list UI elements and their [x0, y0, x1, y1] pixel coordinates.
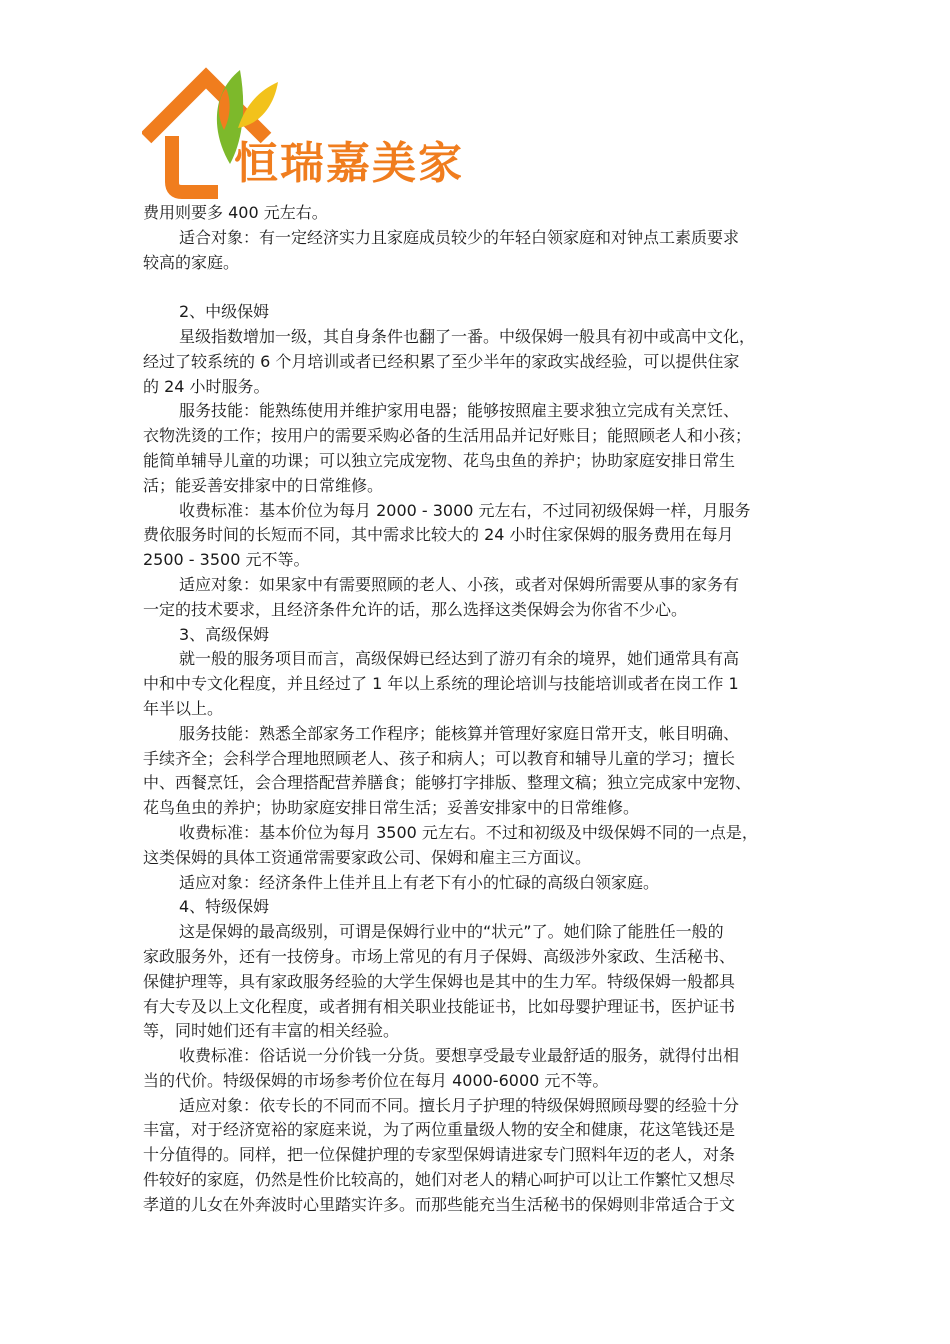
text-line: 服务技能：熟悉全部家务工作程序；能核算并管理好家庭日常开支，帐目明确、: [179, 723, 740, 743]
text-line: 丰富，对于经济宽裕的家庭来说，为了两位重量级人物的安全和健康，花这笔钱还是: [143, 1120, 736, 1140]
text-line: 十分值得的。同样，把一位保健护理的专家型保姆请进家专门照料年迈的老人，对条: [143, 1145, 736, 1165]
text-line: 能简单辅导儿童的功课；可以独立完成宠物、花鸟虫鱼的养护；协助家庭安排日常生: [143, 450, 736, 470]
text-line: 较高的家庭。: [143, 252, 240, 272]
text-line: 活；能妥善安排家中的日常维修。: [143, 475, 384, 495]
text-line: 3、高级保姆: [179, 624, 270, 644]
text-line: 这是保姆的最高级别，可谓是保姆行业中的“状元”了。她们除了能胜任一般的: [179, 922, 724, 942]
text-line: 等，同时她们还有丰富的相关经验。: [143, 1021, 400, 1041]
text-line: 当的代价。特级保姆的市场参考价位在每月 4000-6000 元不等。: [143, 1070, 609, 1090]
text-line: 2、中级保姆: [179, 302, 270, 322]
text-line: 收费标准：基本价位为每月 3500 元左右。不过和初级及中级保姆不同的一点是，: [179, 822, 758, 842]
text-line: 经过了较系统的 6 个月培训或者已经积累了至少半年的家政实战经验，可以提供住家: [143, 351, 740, 371]
text-line: 的 24 小时服务。: [143, 376, 270, 396]
text-line: 年半以上。: [143, 698, 224, 718]
text-line: 保健护理等，具有家政服务经验的大学生保姆也是其中的生力军。特级保姆一般都具: [143, 971, 736, 991]
text-line: 4、特级保姆: [179, 897, 270, 917]
text-line: 有大专及以上文化程度，或者拥有相关职业技能证书，比如母婴护理证书，医护证书: [143, 996, 736, 1016]
text-line: 收费标准：基本价位为每月 2000 - 3000 元左右，不过同初级保姆一样，月服务: [179, 500, 751, 520]
text-line: 适应对象：依专长的不同而不同。擅长月子护理的特级保姆照顾母婴的经验十分: [179, 1095, 740, 1115]
text-line: 服务技能：能熟练使用并维护家用电器；能够按照雇主要求独立完成有关烹饪、: [179, 401, 740, 421]
text-line: 费依服务时间的长短而不同，其中需求比较大的 24 小时住家保姆的服务费用在每月: [143, 525, 734, 545]
text-line: 手续齐全；会科学合理地照顾老人、孩子和病人；可以教育和辅导儿童的学习；擅长: [143, 748, 736, 768]
text-line: 孝道的儿女在外奔波时心里踏实许多。而那些能充当生活秘书的保姆则非常适合于文: [143, 1194, 736, 1214]
text-line: 2500 - 3500 元不等。: [143, 550, 310, 570]
document-body: [143, 201, 815, 1218]
text-line: 收费标准：俗话说一分价钱一分货。要想享受最专业最舒适的服务，就得付出相: [179, 1046, 740, 1066]
text-line: 件较好的家庭，仍然是性价比较高的，她们对老人的精心呵护可以让工作繁忙又想尽: [143, 1170, 736, 1190]
text-line: 衣物洗烫的工作；按用户的需要采购必备的生活用品并记好账目；能照顾老人和小孩；: [143, 426, 752, 446]
text-line: 星级指数增加一级，其自身条件也翻了一番。中级保姆一般具有初中或高中文化，: [179, 326, 756, 346]
text-line: 适应对象：如果家中有需要照顾的老人、小孩，或者对保姆所需要从事的家务有: [179, 574, 740, 594]
text-line: 适应对象：经济条件上佳并且上有老下有小的忙碌的高级白领家庭。: [179, 872, 660, 892]
text-line: 中、西餐烹饪，会合理搭配营养膳食；能够打字排版、整理文稿；独立完成家中宠物、: [143, 773, 752, 793]
text-line: 花鸟鱼虫的养护；协助家庭安排日常生活；妥善安排家中的日常维修。: [143, 798, 640, 818]
blank-line: [143, 275, 815, 300]
text-line: 中和中专文化程度，并且经过了 1 年以上系统的理论培训与技能培训或者在岗工作 1: [143, 674, 739, 694]
text-line: 这类保姆的具体工资通常需要家政公司、保姆和雇主三方面议。: [143, 847, 592, 867]
text-line: 适合对象：有一定经济实力且家庭成员较少的年轻白领家庭和对钟点工素质要求: [179, 227, 740, 247]
logo-text: 恒瑞嘉美家: [234, 138, 464, 189]
company-logo: [142, 64, 522, 204]
text-line: 家政服务外，还有一技傍身。市场上常见的有月子保姆、高级涉外家政、生活秘书、: [143, 946, 736, 966]
text-line: 一定的技术要求，且经济条件允许的话，那么选择这类保姆会为你省不少心。: [143, 599, 688, 619]
text-line: 就一般的服务项目而言，高级保姆已经达到了游刃有余的境界，她们通常具有高: [179, 649, 740, 669]
text-line: 费用则要多 400 元左右。: [143, 203, 328, 222]
